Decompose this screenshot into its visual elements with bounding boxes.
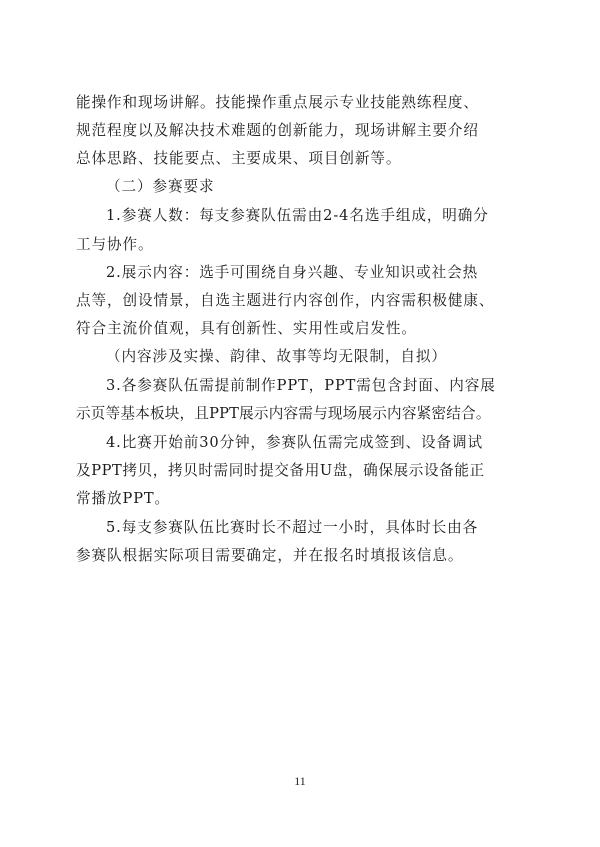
- paragraph-line: 1.参赛人数：每支参赛队伍需由2-4名选手组成，明确分: [106, 207, 489, 224]
- paragraph-line: 5.每支参赛队伍比赛时长不超过一小时，具体时长由各: [106, 519, 479, 536]
- paragraph-line: 4.比赛开始前30分钟，参赛队伍需完成签到、设备调试: [106, 434, 483, 451]
- paragraph-line: 规范程度以及解决技术难题的创新能力，现场讲解主要介绍: [76, 122, 479, 139]
- paragraph-line: 点等，创设情景，自选主题进行内容创作，内容需积极健康、: [76, 292, 495, 309]
- page-number: 11: [294, 774, 306, 788]
- section-heading: （二）参赛要求: [106, 178, 215, 195]
- paragraph-line: 常播放PPT。: [76, 490, 171, 507]
- paragraph-line: 符合主流价值观，具有创新性、实用性或启发性。: [76, 320, 417, 337]
- paragraph-line: 参赛队根据实际项目需要确定，并在报名时填报该信息。: [76, 547, 464, 564]
- paragraph-line: 工与协作。: [76, 236, 154, 253]
- paragraph-line: 3.各参赛队伍需提前制作PPT，PPT需包含封面、内容展: [106, 377, 496, 394]
- paragraph-line: （内容涉及实操、韵律、故事等均无限制，自拟）: [106, 348, 447, 365]
- paragraph-line: 示页等基本板块，且PPT展示内容需与现场展示内容紧密结合。: [76, 405, 491, 422]
- paragraph-line: 2.展示内容：选手可围绕自身兴趣、专业知识或社会热: [106, 264, 479, 281]
- paragraph-line: 总体思路、技能要点、主要成果、项目创新等。: [76, 150, 402, 167]
- paragraph-line: 及PPT拷贝，拷贝时需同时提交备用U盘，确保展示设备能正: [76, 462, 485, 479]
- paragraph-line: 能操作和现场讲解。技能操作重点展示专业技能熟练程度、: [76, 94, 479, 111]
